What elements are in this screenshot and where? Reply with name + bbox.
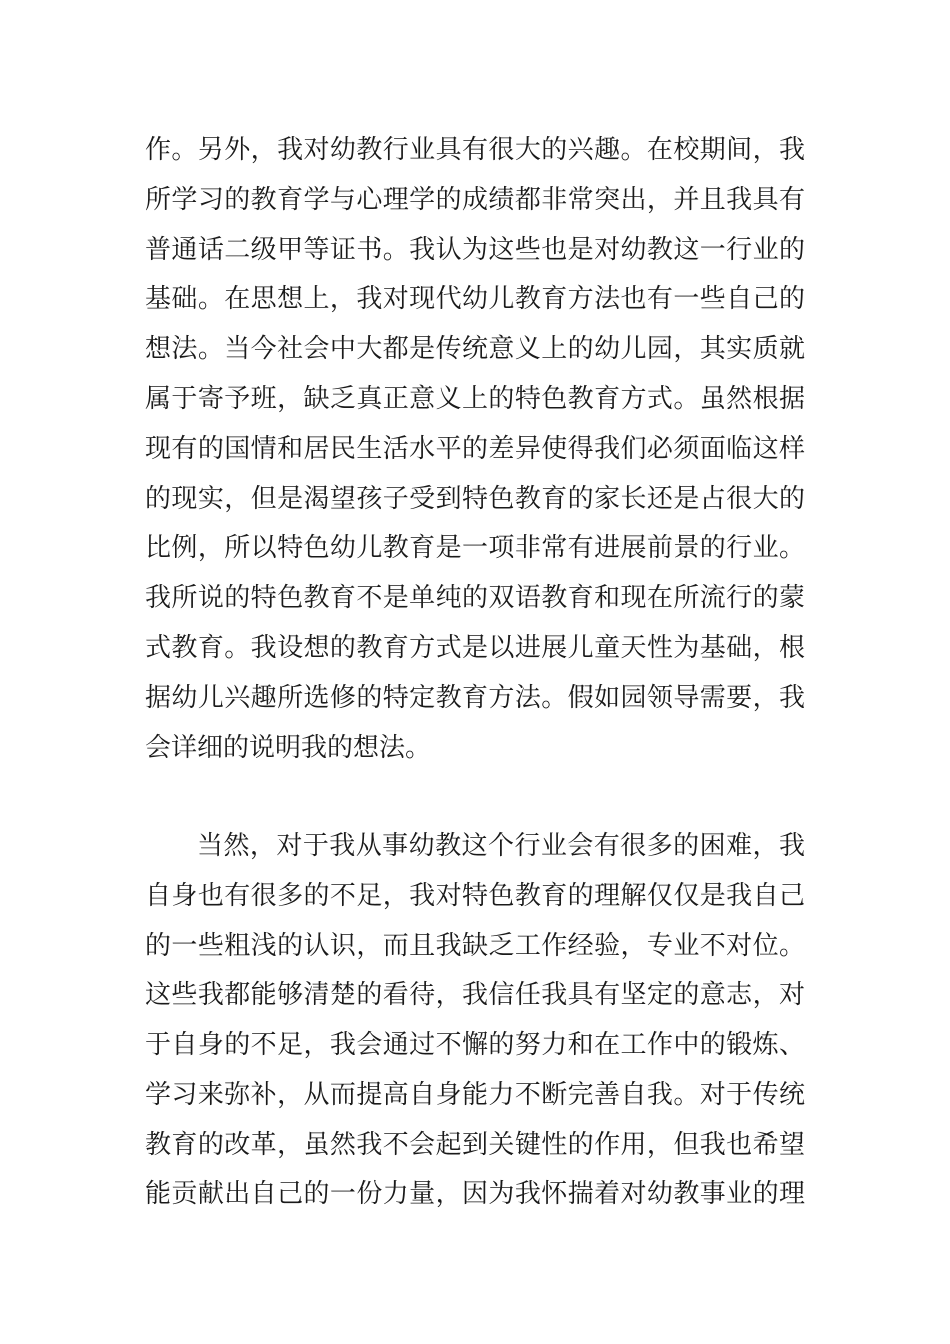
text-line: 学习来弥补，从而提高自身能力不断完善自我。对于传统: [145, 1080, 805, 1110]
text-line: 的现实，但是渴望孩子受到特色教育的家长还是占很大的: [145, 484, 805, 514]
text-line: 据幼儿兴趣所选修的特定教育方法。假如园领导需要，我: [145, 683, 805, 713]
text-line: 式教育。我设想的教育方式是以进展儿童天性为基础，根: [145, 633, 805, 663]
text-line: 我所说的特色教育不是单纯的双语教育和现在所流行的蒙: [145, 583, 805, 613]
text-line: 基础。在思想上，我对现代幼儿教育方法也有一些自己的: [145, 284, 805, 314]
text-line: 想法。当今社会中大都是传统意义上的幼儿园，其实质就: [145, 334, 805, 364]
text-line: 属于寄予班，缺乏真正意义上的特色教育方式。虽然根据: [145, 384, 805, 414]
text-line: 教育的改革，虽然我不会起到关键性的作用，但我也希望: [145, 1130, 805, 1160]
text-line: 这些我都能够清楚的看待，我信任我具有坚定的意志，对: [145, 980, 805, 1010]
text-line: 当然，对于我从事幼教这个行业会有很多的困难，我: [197, 831, 805, 861]
text-line: 作。另外，我对幼教行业具有很大的兴趣。在校期间，我: [145, 135, 805, 165]
text-line: 于自身的不足，我会通过不懈的努力和在工作中的锻炼、: [145, 1030, 805, 1060]
text-line: 的一些粗浅的认识，而且我缺乏工作经验，专业不对位。: [145, 931, 805, 961]
text-line: 普通话二级甲等证书。我认为这些也是对幼教这一行业的: [145, 235, 805, 265]
text-line: 自身也有很多的不足，我对特色教育的理解仅仅是我自己: [145, 881, 805, 911]
text-line: 能贡献出自己的一份力量，因为我怀揣着对幼教事业的理: [145, 1179, 805, 1209]
text-line: 比例，所以特色幼儿教育是一项非常有进展前景的行业。: [145, 533, 805, 563]
text-line: 所学习的教育学与心理学的成绩都非常突出，并且我具有: [145, 185, 805, 215]
text-line: 会详细的说明我的想法。: [145, 733, 432, 763]
text-line: 现有的国情和居民生活水平的差异使得我们必须面临这样: [145, 434, 805, 464]
